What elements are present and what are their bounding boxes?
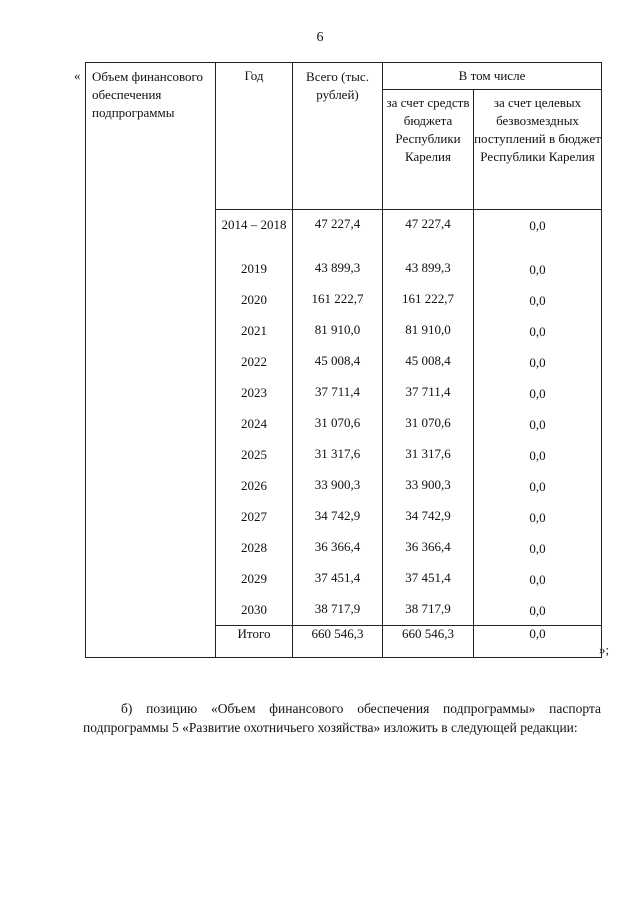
- year-cell: [216, 210, 293, 254]
- blank-page-area: [83, 760, 601, 880]
- republic-cell: [383, 595, 474, 626]
- targeted-cell: [474, 533, 602, 564]
- year-cell: [216, 285, 293, 316]
- republic-cell: [383, 210, 474, 254]
- total-cell-value: 31 070,6: [314, 414, 361, 430]
- year-cell: [216, 347, 293, 378]
- total-cell-value: 38 717,9: [314, 600, 361, 616]
- total-cell: [293, 285, 383, 316]
- year-cell-value: 2023: [241, 384, 267, 400]
- republic-cell: [383, 564, 474, 595]
- header-targeted-cell: [474, 90, 602, 210]
- year-cell: [216, 533, 293, 564]
- year-cell: [216, 254, 293, 285]
- republic-cell-value: 37 711,4: [405, 383, 451, 399]
- financing-table: [85, 62, 602, 658]
- header-total: Всего (тыс. рублей): [306, 69, 369, 102]
- year-cell-value: 2027: [241, 508, 267, 524]
- republic-cell-value: 161 222,7: [402, 290, 454, 306]
- total-targeted: 0,0: [474, 626, 602, 658]
- total-cell: [293, 347, 383, 378]
- page-number: 6: [316, 30, 324, 45]
- targeted-cell-value: 0,0: [529, 447, 546, 463]
- total-cell: [293, 440, 383, 471]
- total-republic: 660 546,3: [383, 626, 474, 658]
- republic-cell-value: 31 317,6: [405, 445, 451, 461]
- year-cell-value: 2029: [241, 570, 267, 586]
- targeted-cell: [474, 564, 602, 595]
- closing-quote: »;: [599, 642, 610, 657]
- republic-cell-value: 33 900,3: [405, 476, 451, 492]
- targeted-cell-value: 0,0: [529, 261, 546, 277]
- header-total-cell: [293, 63, 383, 210]
- total-cell-value: 47 227,4: [314, 216, 361, 231]
- year-cell: [216, 409, 293, 440]
- subprogram-label: Объем финансового обеспечения подпрограммы: [92, 69, 204, 120]
- header-year: Год: [244, 68, 264, 83]
- total-cell: [293, 316, 383, 347]
- year-cell-value: 2019: [241, 260, 267, 276]
- header-targeted-receipts: за счет целевых безвозмездных поступлений в бюджет Республики Карелия: [474, 95, 601, 164]
- targeted-cell-value: 0,0: [529, 416, 546, 432]
- targeted-cell: [474, 502, 602, 533]
- targeted-cell: [474, 347, 602, 378]
- total-cell: [293, 210, 383, 254]
- republic-cell: [383, 347, 474, 378]
- republic-cell-value: 47 227,4: [405, 216, 451, 231]
- total-cell-value: 34 742,9: [314, 507, 361, 523]
- republic-cell-value: 37 451,4: [405, 569, 451, 585]
- year-cell: [216, 316, 293, 347]
- republic-cell: [383, 316, 474, 347]
- opening-quote: «: [74, 68, 81, 83]
- total-sum: 660 546,3: [293, 626, 383, 658]
- republic-cell: [383, 471, 474, 502]
- republic-cell-value: 43 899,3: [405, 259, 451, 275]
- year-cell-value: 2020: [241, 291, 267, 307]
- republic-cell-value: 31 070,6: [405, 414, 451, 430]
- header-year-cell: [216, 63, 293, 210]
- targeted-cell-value: 0,0: [529, 218, 546, 233]
- year-cell: [216, 471, 293, 502]
- amendment-paragraph: б) позицию «Объем финансового обеспечения подпрограммы» паспорта подпрограммы 5 «Развитие охотничьего хозяйства» изложить в следующей редакции:: [83, 700, 601, 735]
- total-cell-value: 161 222,7: [311, 290, 364, 306]
- label-cell: [86, 63, 216, 658]
- year-cell-value: 2014 – 2018: [221, 217, 287, 232]
- total-cell-value: 31 317,6: [314, 445, 361, 461]
- total-cell-value: 43 899,3: [314, 259, 361, 275]
- targeted-cell: [474, 285, 602, 316]
- total-cell-value: 45 008,4: [314, 352, 361, 368]
- year-cell: [216, 502, 293, 533]
- total-cell: [293, 378, 383, 409]
- year-cell-value: 2025: [241, 446, 267, 462]
- republic-cell-value: 81 910,0: [405, 321, 451, 337]
- targeted-cell-value: 0,0: [529, 602, 546, 618]
- header-row-1: [86, 63, 602, 90]
- total-label: Итого: [216, 626, 293, 658]
- total-cell-value: 33 900,3: [314, 476, 361, 492]
- total-cell: [293, 254, 383, 285]
- targeted-cell: [474, 254, 602, 285]
- total-cell: [293, 564, 383, 595]
- year-cell: [216, 378, 293, 409]
- republic-cell: [383, 409, 474, 440]
- targeted-cell-value: 0,0: [529, 571, 546, 587]
- republic-cell: [383, 254, 474, 285]
- targeted-cell-value: 0,0: [529, 509, 546, 525]
- republic-cell-value: 38 717,9: [405, 600, 451, 616]
- total-cell-value: 37 451,4: [314, 569, 361, 585]
- republic-cell-value: 45 008,4: [405, 352, 451, 368]
- year-cell-value: 2028: [241, 539, 267, 555]
- republic-cell: [383, 285, 474, 316]
- targeted-cell-value: 0,0: [529, 478, 546, 494]
- total-cell: [293, 595, 383, 626]
- republic-cell: [383, 533, 474, 564]
- republic-cell: [383, 440, 474, 471]
- republic-cell-value: 34 742,9: [405, 507, 451, 523]
- total-cell: [293, 502, 383, 533]
- targeted-cell: [474, 409, 602, 440]
- header-group: В том числе: [458, 68, 526, 83]
- total-cell-value: 36 366,4: [314, 538, 361, 554]
- targeted-cell: [474, 595, 602, 626]
- targeted-cell: [474, 316, 602, 347]
- year-cell-value: 2021: [241, 322, 267, 338]
- header-republic-cell: [383, 90, 474, 210]
- header-group-cell: [383, 63, 602, 90]
- total-cell-value: 81 910,0: [314, 321, 361, 337]
- targeted-cell-value: 0,0: [529, 385, 546, 401]
- year-cell: [216, 564, 293, 595]
- republic-cell: [383, 378, 474, 409]
- total-cell: [293, 471, 383, 502]
- year-cell-value: 2026: [241, 477, 267, 493]
- targeted-cell: [474, 440, 602, 471]
- total-cell-value: 37 711,4: [314, 383, 361, 399]
- total-cell: [293, 533, 383, 564]
- targeted-cell-value: 0,0: [529, 323, 546, 339]
- year-cell-value: 2024: [241, 415, 267, 431]
- targeted-cell: [474, 210, 602, 254]
- targeted-cell-value: 0,0: [529, 354, 546, 370]
- year-cell-value: 2030: [241, 601, 267, 617]
- targeted-cell-value: 0,0: [529, 540, 546, 556]
- targeted-cell-value: 0,0: [529, 292, 546, 308]
- republic-cell-value: 36 366,4: [405, 538, 451, 554]
- total-cell: [293, 409, 383, 440]
- republic-cell: [383, 502, 474, 533]
- targeted-cell: [474, 378, 602, 409]
- targeted-cell: [474, 471, 602, 502]
- year-cell: [216, 595, 293, 626]
- year-cell-value: 2022: [241, 353, 267, 369]
- year-cell: [216, 440, 293, 471]
- header-republic-budget: за счет средств бюджета Республики Карелия: [386, 95, 470, 164]
